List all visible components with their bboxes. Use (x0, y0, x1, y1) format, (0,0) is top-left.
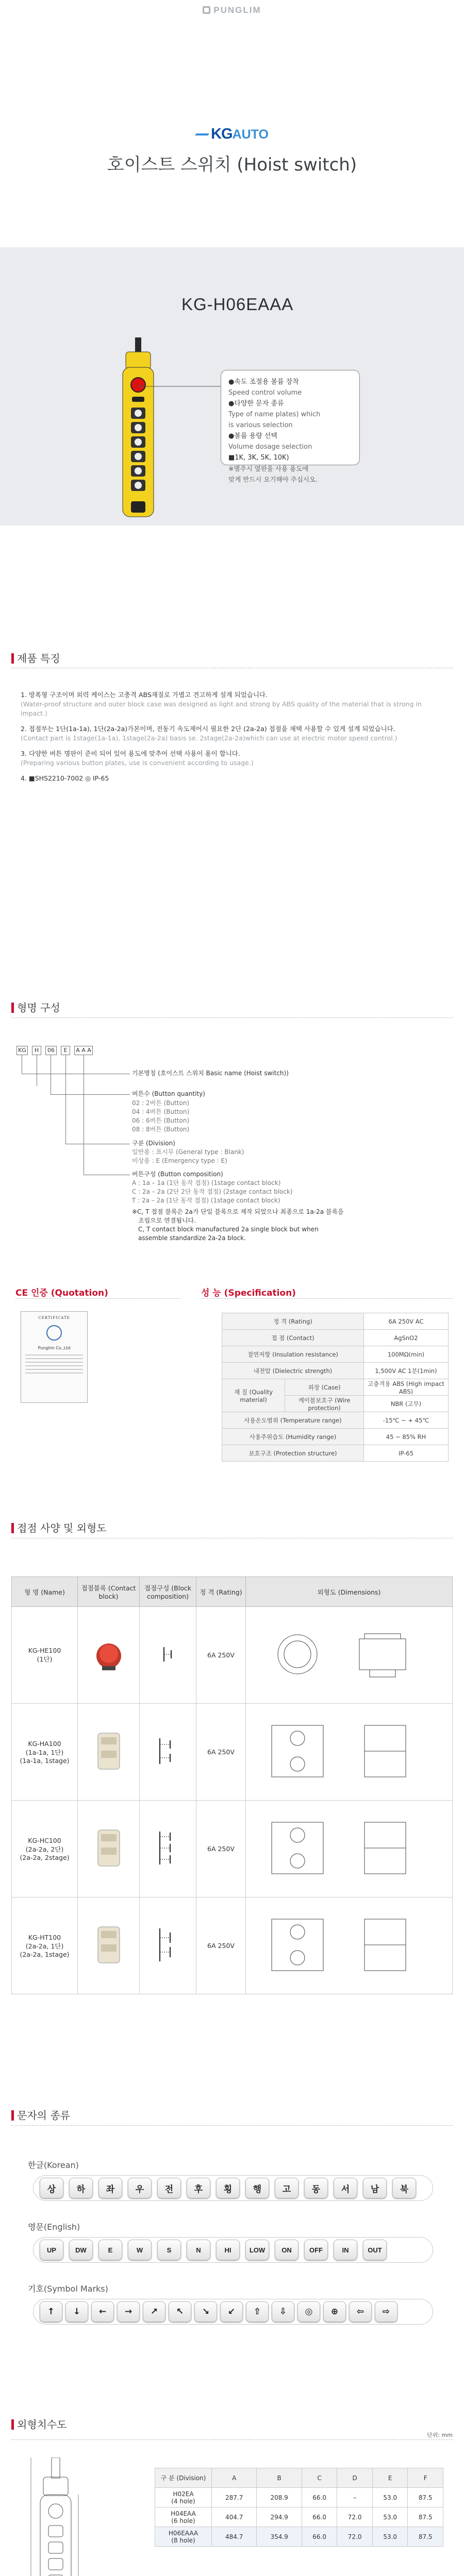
spec-key: 접 점 (Contact) (222, 1330, 364, 1346)
dim-value: 66.0 (302, 2488, 337, 2507)
feature-callout (221, 370, 360, 483)
spec-value: 45 ~ 85% RH (363, 1429, 448, 1445)
dimension-drawing (256, 1812, 442, 1884)
contact-sub: (1a-1a, 1stage) (20, 1756, 70, 1765)
contact-header: 형 명 (Name) (12, 1577, 78, 1607)
plate-key: ⇩ (272, 2301, 294, 2322)
logo-swoosh-icon (195, 133, 209, 135)
code-note: 조립으로 연결됩니다. (138, 1217, 196, 1224)
spec-value: AgSnO2 (363, 1330, 448, 1346)
spec-key: 케이블보호구 (Wire protection) (285, 1396, 364, 1412)
dim-row (155, 2507, 443, 2527)
contact-symbol-icon (153, 1733, 184, 1769)
plate-key: OUT (363, 2240, 387, 2260)
feature-kr: 3. 다양한 버튼 명판이 준비 되어 있어 용도에 맞추어 선택 사용이 용이 합니다. (21, 750, 240, 757)
plate-key: 남 (363, 2178, 387, 2198)
section-bar-icon (11, 653, 14, 664)
code-note: assemble standardize 2a-2a block. (138, 1234, 246, 1242)
section-heading-features (11, 650, 60, 665)
callout-line: ●다양한 문자 종류 (228, 400, 284, 408)
code-division-option: 비상용 : E (Emergency type : E) (132, 1157, 227, 1164)
spec-key: 사용온도범위 (Temperature range) (222, 1412, 364, 1429)
dim-header: F (408, 2468, 443, 2488)
divider (11, 2125, 453, 2126)
dim-value: 87.5 (408, 2507, 443, 2527)
dim-header: E (372, 2468, 408, 2488)
brand-header (0, 0, 464, 21)
plate-key: LOW (245, 2240, 269, 2260)
dimension-outline-drawing (21, 2458, 124, 2576)
dim-division-sub: (8 hole) (171, 2536, 195, 2544)
dim-value: 287.7 (212, 2488, 257, 2507)
contact-sub: (2a-2a, 2단) (25, 1845, 64, 1853)
ce-heading: CE 인증 (Quotation) (15, 1288, 108, 1298)
contact-sub: (2a-2a, 2stage) (20, 1853, 70, 1861)
code-note: ※C, T 접점 블록은 2a가 단일 블록으로 제작 되었으나 최종으로 1a-2a 블록을 (132, 1208, 344, 1215)
plate-key: 서 (334, 2178, 357, 2198)
feature-item (21, 749, 449, 768)
plate-key: 우 (128, 2178, 152, 2198)
section-bar-icon (11, 2419, 14, 2430)
plate-key: UP (40, 2240, 63, 2260)
contact-name: KG-HE100 (28, 1647, 61, 1654)
contact-header: 접점블록 (Contact block) (78, 1577, 140, 1607)
contact-rating: 6A 250V (196, 1607, 246, 1704)
dim-value: 208.9 (257, 2488, 302, 2507)
contact-block-image (91, 1728, 127, 1774)
code-comp-option: C : 2a – 2a (2단 2단 동작 접점) (2stage contact block) (132, 1188, 293, 1195)
spec-table (222, 1313, 449, 1462)
dim-value: 66.0 (302, 2507, 337, 2527)
code-note: C, T contact block manufactured 2a single block but when (138, 1226, 319, 1233)
plate-key: 후 (187, 2178, 210, 2198)
code-division-option: 일반용 : 표시무 (General type : Blank) (132, 1148, 244, 1156)
section-heading-letters (11, 2107, 70, 2122)
dim-division-sub: (4 hole) (171, 2497, 195, 2505)
code-button-option: 08 : 8버튼 (Button) (132, 1126, 190, 1133)
spec-heading: 성 능 (Specification) (201, 1288, 296, 1298)
section-title: 형명 구성 (17, 1002, 60, 1014)
plate-key: ↓ (65, 2301, 88, 2322)
contact-block-image (91, 1922, 127, 1968)
dim-header: C (302, 2468, 337, 2488)
feature-en: (Preparing various button plates, use is convenient according to usage.) (21, 759, 254, 767)
spec-key: 절연저항 (Insulation resistance) (222, 1346, 364, 1363)
dim-header: B (257, 2468, 302, 2488)
contact-symbol-icon (158, 1644, 178, 1665)
spec-key: 사용주위습도 (Humidity range) (222, 1429, 364, 1445)
plate-key: ↘ (194, 2301, 217, 2322)
brand-logo (203, 5, 261, 15)
contact-header: 정 격 (Rating) (196, 1577, 246, 1607)
plate-key: HI (216, 2240, 240, 2260)
plate-key: W (128, 2240, 152, 2260)
spec-key: 외장 (Case) (285, 1379, 364, 1396)
code-segment: E (61, 1046, 70, 1055)
contact-row (12, 1801, 453, 1897)
dimension-drawing (256, 1626, 442, 1683)
contact-rating: 6A 250V (196, 1897, 246, 1994)
korean-plates (33, 2175, 433, 2201)
plate-key: ↑ (40, 2301, 62, 2322)
section-bar-icon (11, 2110, 14, 2121)
code-comp-option: T : 2a – 2a (1단 동작 접점) (1stage contact block) (132, 1197, 280, 1204)
plate-key: DW (69, 2240, 93, 2260)
callout-line: 맞게 반드시 요기해야 주십시오. (228, 476, 318, 483)
plate-key: 북 (392, 2178, 416, 2198)
cert-seal-icon (46, 1325, 62, 1341)
logo-kg: KG (211, 126, 233, 142)
section-title: 접점 사양 및 외형도 (17, 1522, 107, 1534)
dim-value: 484.7 (212, 2527, 257, 2547)
contact-table (11, 1577, 453, 1994)
spec-value: 고충격용 ABS (High impact ABS) (363, 1379, 448, 1396)
feature-item (21, 724, 449, 743)
code-segment: KG (16, 1046, 28, 1055)
feature-en: (Contact part is 1stage(1a-1a), 1stage(2a-2a) basis se. 2stage(2a-2a)which can use at electric motor speed control.) (21, 734, 397, 742)
hero-section (0, 247, 464, 526)
dim-value: 53.0 (372, 2527, 408, 2547)
dim-value: 87.5 (408, 2488, 443, 2507)
feature-kr: 1. 방폭형 구조이며 외력 케이스는 고충격 ABS재질로 가볍고 견고하게 설계 되었습니다. (21, 691, 268, 699)
plate-key: ◎ (297, 2301, 320, 2322)
contact-symbol-icon (153, 1827, 184, 1869)
plate-key: ↗ (143, 2301, 165, 2322)
plate-key: ↙ (220, 2301, 243, 2322)
callout-line: ●볼륨 용량 선택 (228, 432, 277, 440)
spec-value: NBR (고무) (363, 1396, 448, 1412)
contact-header: 접점구성 (Block composition) (140, 1577, 196, 1607)
contact-header: 외형도 (Dimensions) (246, 1577, 453, 1607)
spec-value: IP-65 (363, 1445, 448, 1462)
symbol-label (28, 2282, 108, 2294)
dim-value: 354.9 (257, 2527, 302, 2547)
plate-key: OFF (304, 2240, 328, 2260)
label-en: (Korean) (43, 2160, 79, 2170)
plate-key: S (157, 2240, 181, 2260)
code-basic-name: 기본명칭 (호이스트 스위치 Basic name (Hoist switch)) (132, 1070, 289, 1077)
divider (201, 1298, 453, 1299)
plate-key: ← (91, 2301, 114, 2322)
dimension-drawing (256, 1715, 442, 1787)
kg-auto-logo (0, 126, 464, 143)
estop-button-image (91, 1636, 127, 1672)
section-heading-dims (11, 2416, 67, 2431)
dim-header: A (212, 2468, 257, 2488)
label-text: 한글 (28, 2160, 44, 2170)
features-list (21, 690, 449, 789)
punglim-logo-icon (203, 6, 210, 14)
label-text: 기호 (28, 2284, 44, 2294)
code-comp-title: 버튼구성 (Button composition) (132, 1171, 223, 1178)
page-title: 호이스트 스위치 (Hoist switch) (107, 155, 357, 175)
dim-division: H02EA (173, 2490, 194, 2498)
code-segment: 06 (45, 1046, 57, 1055)
plate-key: → (117, 2301, 140, 2322)
dim-division: H06EAAA (168, 2529, 198, 2537)
section-heading-contact (11, 1520, 107, 1535)
section-title: 제품 특징 (17, 652, 60, 665)
dim-value: 404.7 (212, 2507, 257, 2527)
dim-value: 87.5 (408, 2527, 443, 2547)
callout-line: is various selection (228, 421, 293, 429)
dimension-drawing (256, 1909, 442, 1981)
plate-key: 횡 (216, 2178, 240, 2198)
plate-key: 하 (69, 2178, 93, 2198)
label-en: (Symbol Marks) (43, 2284, 108, 2294)
model-name: KG-H06EAAA (181, 295, 294, 314)
ce-certificate-image (21, 1311, 88, 1403)
cert-title: CERTIFICATE (38, 1316, 70, 1320)
code-division-title: 구분 (Division) (132, 1140, 175, 1147)
contact-block-image (91, 1825, 127, 1871)
dim-header: D (337, 2468, 373, 2488)
divider (15, 1298, 180, 1299)
spec-value: 6A 250V AC (363, 1313, 448, 1330)
section-bar-icon (11, 1003, 14, 1013)
contact-row (12, 1607, 453, 1704)
spec-key: 내전압 (Dielectric strength) (222, 1363, 364, 1379)
dim-value: 72.0 (337, 2527, 373, 2547)
code-button-option: 04 : 4버튼 (Button) (132, 1108, 190, 1115)
korean-label (28, 2159, 79, 2171)
brand-name: PUNGLIM (213, 5, 261, 15)
contact-sub: (2a-2a, 1단) (25, 1942, 64, 1950)
dim-value: 294.9 (257, 2507, 302, 2527)
label-en: (English) (43, 2222, 80, 2232)
feature-item (21, 690, 449, 718)
plate-key: ⊕ (323, 2301, 346, 2322)
callout-line: ※별주시 옆판을 사용 용도에 (228, 465, 309, 472)
code-button-option: 02 : 2버튼 (Button) (132, 1099, 190, 1107)
section-title: 외형치수도 (17, 2418, 67, 2431)
callout-line: Volume dosage selection (228, 443, 312, 451)
dim-division: H04EAA (171, 2510, 196, 2517)
plate-key: ON (275, 2240, 299, 2260)
contact-sub: (1단) (37, 1655, 53, 1663)
dim-value: 53.0 (372, 2488, 408, 2507)
english-label (28, 2221, 80, 2232)
contact-sub: (2a-2a, 1stage) (20, 1950, 70, 1958)
code-segment: A A A (74, 1046, 93, 1055)
dim-header: 구 분 (Division) (155, 2468, 212, 2488)
label-text: 영문 (28, 2222, 44, 2232)
dim-value: – (337, 2488, 373, 2507)
dim-row-highlight (155, 2527, 443, 2547)
contact-name: KG-HC100 (28, 1836, 61, 1844)
dim-value: 53.0 (372, 2507, 408, 2527)
dim-row (155, 2488, 443, 2507)
callout-pointer (139, 371, 232, 392)
callout-line: ●속도 조절용 볼륨 장착 (228, 378, 299, 386)
contact-name: KG-HA100 (28, 1739, 61, 1748)
divider (11, 2439, 453, 2440)
plate-key: 동 (304, 2178, 328, 2198)
callout-line: Speed control volume (228, 389, 302, 397)
spec-value: 100MΩ(min) (363, 1346, 448, 1363)
section-heading-config (11, 999, 60, 1014)
plate-key: ⇦ (349, 2301, 372, 2322)
plate-key: ⇧ (246, 2301, 269, 2322)
code-segment: H (32, 1046, 41, 1055)
plate-key: E (98, 2240, 122, 2260)
spec-value: 1,500V AC 1분(1min) (363, 1363, 448, 1379)
contact-rating: 6A 250V (196, 1704, 246, 1801)
dim-value: 66.0 (302, 2527, 337, 2547)
plate-key: IN (334, 2240, 357, 2260)
feature-kr: 4. ■SHS2210-7002 ◎ IP-65 (21, 774, 109, 782)
model-code-tree (16, 1046, 460, 1252)
code-comp-option: A : 1a – 1a (1단 동작 접점) (1stage contact block) (132, 1179, 281, 1187)
contact-sub: (1a-1a, 1단) (25, 1748, 64, 1756)
plate-key: 고 (275, 2178, 299, 2198)
feature-kr: 2. 접점부는 1단(1a-1a), 1단(2a-2a)가본이며, 전동기 속도제어시 필요한 2단 (2a-2a) 접점을 채택 사용할 수 있게 설계 되었습니다. (21, 725, 395, 733)
spec-key: 재 질 (Quality material) (222, 1379, 285, 1412)
unit-label: 단위: mm (427, 2432, 453, 2438)
callout-line: Type of name plates) which (228, 411, 321, 418)
plate-key: ↖ (169, 2301, 191, 2322)
section-title: 문자의 종류 (17, 2109, 70, 2122)
pendant-switch-image (118, 337, 159, 523)
spec-key: 정 격 (Rating) (222, 1313, 364, 1330)
plate-key: 전 (157, 2178, 181, 2198)
dimension-table (155, 2468, 443, 2547)
plate-key: 상 (40, 2178, 63, 2198)
logo-auto: AUTO (232, 127, 269, 142)
spec-value: -15℃ ~ + 45℃ (363, 1412, 448, 1429)
code-buttons-title: 버튼수 (Button quantity) (132, 1090, 205, 1097)
plate-key: 좌 (98, 2178, 122, 2198)
english-plates (33, 2237, 433, 2263)
contact-rating: 6A 250V (196, 1801, 246, 1897)
feature-en: (Water-proof structure and outer block case was designed as light and strong by ABS quality of the material that is strong in impact.) (21, 700, 422, 717)
contact-row (12, 1704, 453, 1801)
contact-name: KG-HT100 (28, 1933, 61, 1941)
contact-row (12, 1897, 453, 1994)
dim-division-sub: (6 hole) (171, 2517, 195, 2524)
cert-company: Punglim Co.,Ltd (38, 1346, 71, 1350)
feature-item (21, 774, 449, 783)
plate-key: ⇨ (375, 2301, 397, 2322)
section-bar-icon (11, 1523, 14, 1533)
dim-value: 72.0 (337, 2507, 373, 2527)
spec-key: 보호구조 (Protection structure) (222, 1445, 364, 1462)
code-button-option: 06 : 6버튼 (Button) (132, 1117, 190, 1124)
contact-symbol-icon (153, 1924, 184, 1965)
callout-line: ■1K, 3K, 5K, 10K) (228, 454, 289, 462)
plate-key: N (187, 2240, 210, 2260)
symbol-plates (33, 2299, 433, 2325)
plate-key: 행 (245, 2178, 269, 2198)
